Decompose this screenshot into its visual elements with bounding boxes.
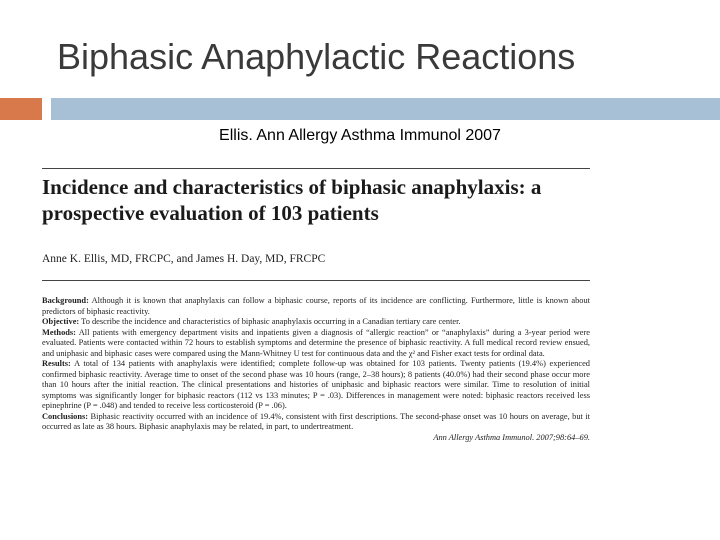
slide-title: Biphasic Anaphylactic Reactions — [57, 36, 576, 77]
abstract-section-results — [42, 359, 590, 412]
abstract-label: Background: — [42, 296, 89, 305]
abstract-section-conclusions — [42, 412, 590, 433]
abstract-text: Although it is known that anaphylaxis can follow a biphasic course, reports of its incidence are conflicting. Furthermore, little is known about predictors of biphasic reactivity. — [42, 296, 590, 316]
abstract-label: Results: — [42, 359, 71, 368]
paper-scan — [38, 156, 598, 492]
abstract-section-objective — [42, 317, 590, 328]
top-rule — [42, 168, 590, 169]
accent-square — [0, 98, 42, 120]
abstract-section-background — [42, 296, 590, 317]
slide-citation: Ellis. Ann Allergy Asthma Immunol 2007 — [219, 127, 501, 144]
abstract-text: All patients with emergency department visits and inpatients given a diagnosis of “allergic reaction” or “anaphylaxis” during a 3-year period were evaluated. Patients were contacted within 72 hours to establish symptoms and determine the presence of biphasic reactivity. A full medical record review ensued, and uniphasic and biphasic cases were compared using the Mann-Whitney U test for continuous data and the χ² and Fisher exact tests for ordinal data. — [42, 327, 590, 358]
abstract-section-methods — [42, 328, 590, 360]
accent-bar — [51, 98, 720, 120]
abstract-label: Methods: — [42, 327, 76, 337]
authors-rule — [42, 280, 590, 281]
abstract-label: Conclusions: — [42, 411, 89, 421]
paper-title: Incidence and characteristics of biphasic anaphylaxis: a prospective evaluation of 103 patients — [42, 175, 542, 225]
paper-abstract — [42, 296, 590, 443]
abstract-text: A total of 134 patients with anaphylaxis were identified; complete follow-up was obtained for 103 patients. Twenty patients (19.4%) experienced confirmed biphasic reactivity. Average time to onset of the second phase was 10 hours (range, 2–38 hours); 8 patients (40.0%) had their second phase occur more than 10 hours after the initial reaction. The clinical presentations and histories of uniphasic and biphasic reactors were similar. Time to resolution of initial symptoms was significantly longer for biphasic reactors (112 vs 133 minutes; P = .03). Differences in management were noted: biphasic reactors received less epinephrine (P = .048) and tended to receive less corticosteroid (P = .06). — [42, 359, 590, 410]
paper-authors: Anne K. Ellis, MD, FRCPC, and James H. Day, MD, FRCPC — [42, 253, 326, 265]
abstract-label: Objective: — [42, 317, 80, 326]
abstract-text: To describe the incidence and characteristics of biphasic anaphylaxis occurring in a Canadian tertiary care center. — [81, 317, 461, 326]
journal-reference: Ann Allergy Asthma Immunol. 2007;98:64–69. — [433, 432, 590, 442]
abstract-text: Biphasic reactivity occurred with an incidence of 19.4%, consistent with first descriptions. The second-phase onset was 10 hours on average, but it occurred as late as 38 hours. Biphasic anaphylaxis may be related, in part, to undertreatment. — [42, 411, 591, 431]
